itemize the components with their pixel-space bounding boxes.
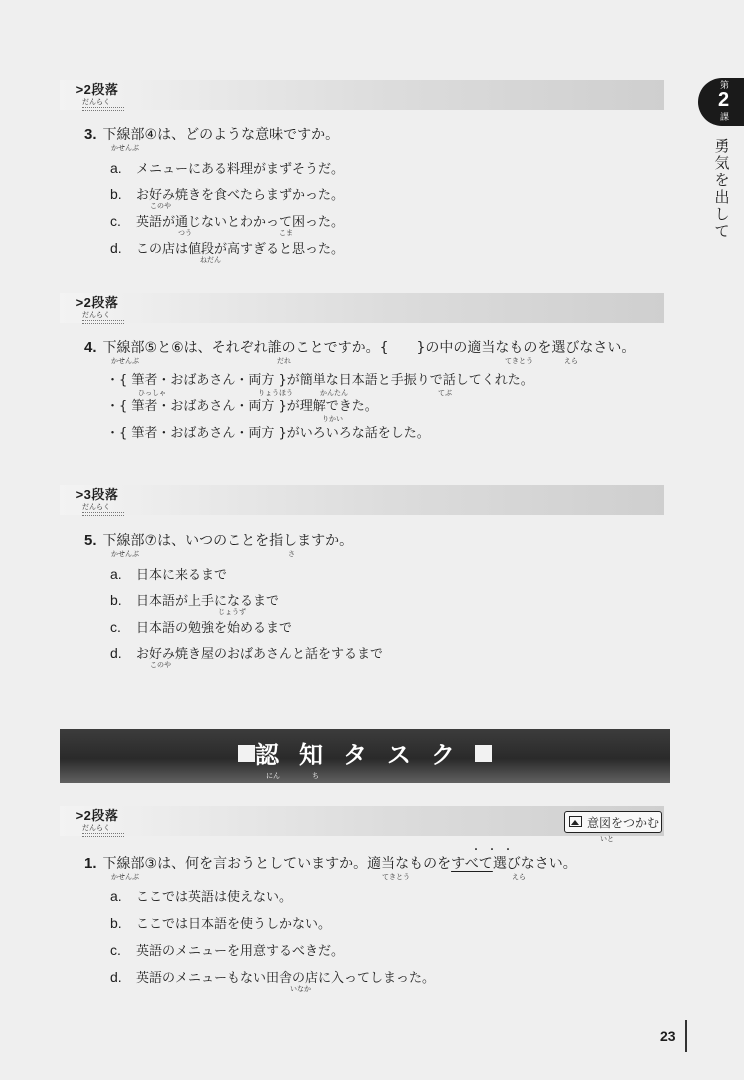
ruby-text: じょうず: [218, 608, 246, 616]
ruby-text: だれ: [277, 357, 291, 365]
banner-ruby: にん: [266, 772, 280, 780]
section-divider: [82, 320, 124, 324]
section-divider: [82, 107, 124, 111]
chapter-number: 2: [718, 89, 730, 111]
section-divider: [82, 512, 124, 516]
picture-icon: [569, 816, 582, 827]
ruby-text: えら: [512, 873, 526, 881]
chapter-tab-prefix: 第: [720, 81, 730, 91]
question-text: 下線部⑦は、いつのことを指しますか。: [102, 533, 354, 549]
ruby-text: いなか: [290, 985, 311, 993]
question-number: 4.: [84, 339, 97, 356]
question-number: 5.: [84, 532, 97, 549]
chapter-title: 勇気を出して: [714, 137, 730, 240]
chapter-tab-suffix: 課: [720, 113, 730, 123]
chapter-tab: [698, 78, 744, 126]
question-number: 3.: [84, 126, 97, 143]
badge-ruby: いと: [600, 835, 614, 843]
cognitive-task-banner: [60, 729, 670, 783]
ruby-text: てきとう: [505, 357, 533, 365]
option-item: b. ここでは日本語を使うしかない。: [110, 915, 332, 932]
question-number: 1.: [84, 855, 97, 872]
banner-ruby: ち: [312, 772, 319, 780]
ruby-text: ねだん: [200, 256, 221, 264]
option-item: d. お好み焼き屋のおばあさんと話をするまで: [110, 645, 384, 662]
option-item: a. メニューにある料理がまずそうだ。: [110, 160, 345, 177]
option-item: c. 英語が通じないとわかって困った。: [110, 213, 345, 230]
question-5: [84, 533, 353, 549]
option-item: d. 英語のメニューもない田舎の店に入ってしまった。: [110, 969, 436, 986]
choice-item: ・{ 筆者・おばあさん・両方 }が簡単な日本語と手振りで話してくれた。: [106, 373, 534, 388]
option-item: c. 日本語の勉強を始めるまで: [110, 619, 293, 636]
section-label: >3段落: [75, 487, 119, 502]
ruby-text: このや: [150, 202, 171, 210]
question-3: [84, 127, 339, 143]
ruby-text: さ: [288, 550, 295, 558]
choice-item: ・{ 筆者・おばあさん・両方 }がいろいろな話をした。: [106, 426, 430, 441]
ruby-text: このや: [150, 661, 171, 669]
question-text: 下線部③は、何を言おうとしていますか。適当なものを: [102, 856, 452, 872]
section-header: [60, 80, 664, 110]
section-ruby: だんらく: [82, 824, 110, 832]
section-ruby: だんらく: [82, 98, 110, 106]
section-label: >2段落: [75, 808, 119, 823]
option-item: b. お好み焼きを食べたらまずかった。: [110, 186, 345, 203]
section-header: [60, 293, 664, 323]
ruby-text: てきとう: [382, 873, 410, 881]
section-header: [60, 485, 664, 515]
square-icon: [475, 745, 492, 762]
ruby-text: つう: [178, 229, 192, 237]
page-number: 23: [660, 1028, 676, 1044]
section-label: >2段落: [75, 82, 119, 97]
section-divider: [82, 833, 124, 837]
option-item: a. 日本に来るまで: [110, 566, 228, 583]
ruby-text: りょうほう: [258, 389, 293, 397]
page-number-divider: [685, 1020, 687, 1052]
ruby-text: かせんぶ: [111, 144, 139, 152]
task-question-1: [84, 856, 577, 872]
intent-badge: [564, 811, 662, 833]
option-item: b. 日本語が上手になるまで: [110, 592, 280, 609]
square-icon: [238, 745, 255, 762]
choice-item: ・{ 筆者・おばあさん・両方 }が理解できた。: [106, 399, 378, 414]
section-label: >2段落: [75, 295, 119, 310]
ruby-text: かせんぶ: [111, 357, 139, 365]
ruby-text: こま: [279, 229, 293, 237]
badge-text: 意図をつかむ: [587, 816, 660, 830]
option-item: a. ここでは英語は使えない。: [110, 888, 293, 905]
option-item: c. 英語のメニューを用意するべきだ。: [110, 942, 345, 959]
ruby-text: かせんぶ: [111, 550, 139, 558]
question-text-end: 選びなさい。: [492, 856, 577, 872]
ruby-text: ひっしゃ: [138, 389, 166, 397]
ruby-text: かせんぶ: [111, 873, 139, 881]
question-text: 下線部⑤と⑥は、それぞれ誰のことですか。{ }の中の適当なものを選びなさい。: [102, 340, 636, 356]
ruby-text: りかい: [322, 415, 343, 423]
emphasis-dots: ・・・: [471, 845, 519, 856]
ruby-text: えら: [564, 357, 578, 365]
banner-title: 認知タスク: [255, 741, 475, 769]
section-ruby: だんらく: [82, 503, 110, 511]
section-ruby: だんらく: [82, 311, 110, 319]
question-4: [84, 340, 635, 356]
banner-title-row: [60, 740, 670, 770]
question-text: 下線部④は、どのような意味ですか。: [102, 127, 340, 143]
ruby-text: てぶ: [438, 389, 452, 397]
ruby-text: かんたん: [320, 389, 348, 397]
emphasis-text: すべて: [451, 856, 493, 872]
option-item: d. この店は値段が高すぎると思った。: [110, 240, 345, 257]
